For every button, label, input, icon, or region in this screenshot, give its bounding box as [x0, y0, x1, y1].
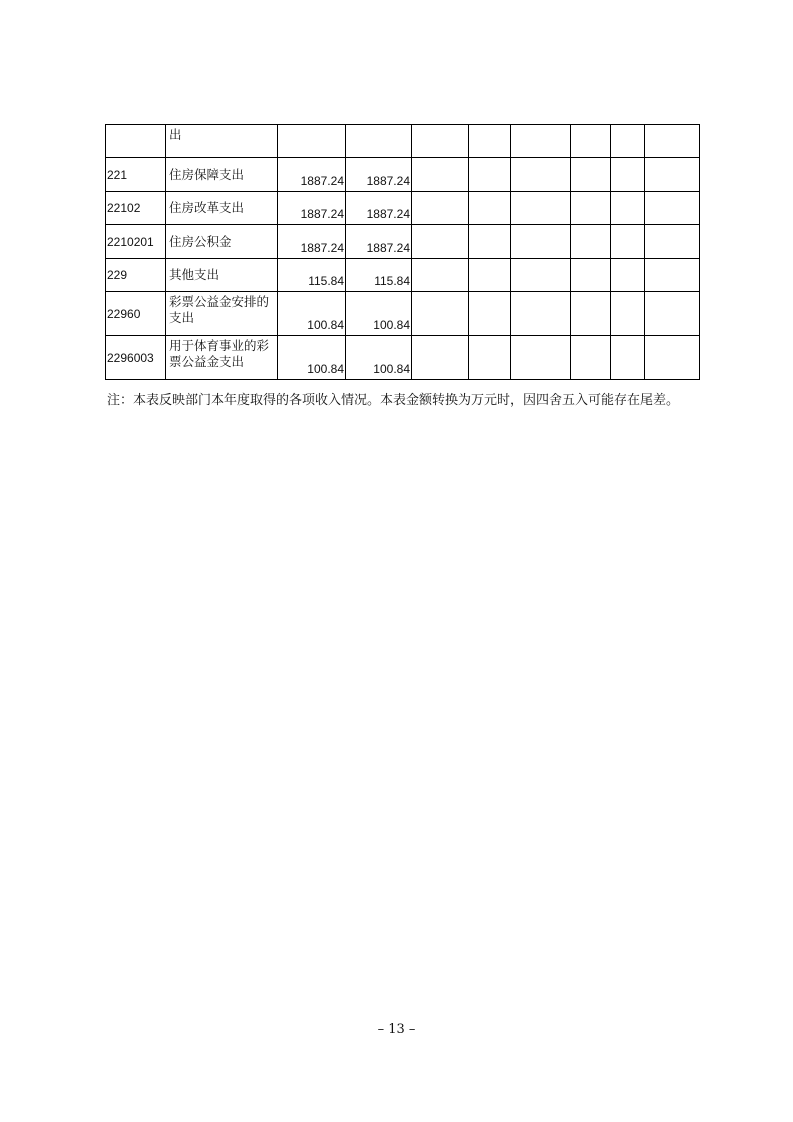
empty-cell — [469, 158, 511, 192]
row-amount-total — [278, 125, 346, 158]
empty-cell — [645, 125, 700, 158]
empty-cell — [571, 225, 611, 259]
row-amount-general: 100.84 — [346, 336, 412, 380]
row-amount-general: 1887.24 — [346, 225, 412, 259]
row-amount-total: 1887.24 — [278, 225, 346, 259]
empty-cell — [469, 336, 511, 380]
table-row — [106, 158, 700, 192]
empty-cell — [412, 292, 469, 336]
empty-cell — [645, 292, 700, 336]
empty-cell — [511, 292, 571, 336]
empty-cell — [611, 225, 645, 259]
empty-cell — [645, 259, 700, 292]
empty-cell — [412, 336, 469, 380]
row-amount-general: 1887.24 — [346, 192, 412, 225]
table-row — [106, 292, 700, 336]
empty-cell — [611, 125, 645, 158]
empty-cell — [611, 292, 645, 336]
table-row — [106, 259, 700, 292]
empty-cell — [571, 158, 611, 192]
row-code: 2296003 — [106, 336, 166, 380]
row-code: 22960 — [106, 292, 166, 336]
table-row — [106, 125, 700, 158]
empty-cell — [645, 336, 700, 380]
row-amount-general: 115.84 — [346, 259, 412, 292]
row-code — [106, 125, 166, 158]
row-name: 彩票公益金安排的支出 — [166, 292, 278, 336]
row-amount-total: 100.84 — [278, 292, 346, 336]
empty-cell — [645, 192, 700, 225]
empty-cell — [511, 259, 571, 292]
budget-table — [105, 124, 700, 380]
table-row — [106, 192, 700, 225]
empty-cell — [412, 158, 469, 192]
row-amount-total: 100.84 — [278, 336, 346, 380]
row-name: 其他支出 — [166, 259, 278, 292]
empty-cell — [511, 158, 571, 192]
row-code: 229 — [106, 259, 166, 292]
empty-cell — [511, 225, 571, 259]
table-row — [106, 225, 700, 259]
table-footnote: 注：本表反映部门本年度取得的各项收入情况。本表金额转换为万元时，因四舍五入可能存在尾差。 — [107, 393, 680, 408]
empty-cell — [611, 158, 645, 192]
empty-cell — [511, 336, 571, 380]
row-code: 221 — [106, 158, 166, 192]
row-amount-general — [346, 125, 412, 158]
empty-cell — [571, 292, 611, 336]
empty-cell — [511, 125, 571, 158]
empty-cell — [412, 192, 469, 225]
empty-cell — [469, 292, 511, 336]
row-amount-general: 100.84 — [346, 292, 412, 336]
empty-cell — [412, 225, 469, 259]
row-name: 出 — [166, 125, 278, 158]
empty-cell — [611, 192, 645, 225]
empty-cell — [645, 158, 700, 192]
empty-cell — [571, 259, 611, 292]
row-amount-total: 1887.24 — [278, 192, 346, 225]
page-number: – 13 – — [377, 1022, 416, 1037]
row-amount-general: 1887.24 — [346, 158, 412, 192]
empty-cell — [469, 259, 511, 292]
row-name: 住房改革支出 — [166, 192, 278, 225]
table-row — [106, 336, 700, 380]
empty-cell — [611, 259, 645, 292]
empty-cell — [571, 192, 611, 225]
row-name: 用于体育事业的彩票公益金支出 — [166, 336, 278, 380]
row-name: 住房保障支出 — [166, 158, 278, 192]
empty-cell — [412, 125, 469, 158]
empty-cell — [469, 192, 511, 225]
empty-cell — [412, 259, 469, 292]
empty-cell — [511, 192, 571, 225]
empty-cell — [611, 336, 645, 380]
row-code: 22102 — [106, 192, 166, 225]
empty-cell — [571, 125, 611, 158]
empty-cell — [571, 336, 611, 380]
row-amount-total: 115.84 — [278, 259, 346, 292]
row-code: 2210201 — [106, 225, 166, 259]
empty-cell — [645, 225, 700, 259]
empty-cell — [469, 125, 511, 158]
row-name: 住房公积金 — [166, 225, 278, 259]
row-amount-total: 1887.24 — [278, 158, 346, 192]
empty-cell — [469, 225, 511, 259]
